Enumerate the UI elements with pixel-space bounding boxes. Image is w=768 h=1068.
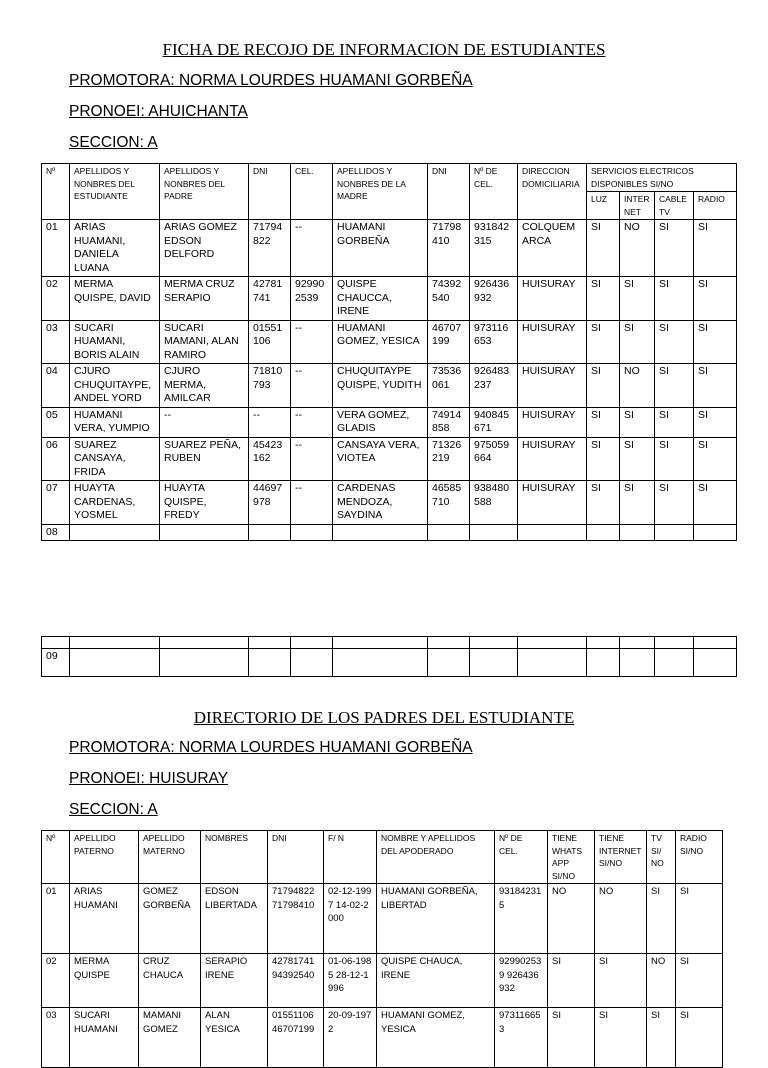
father-cel: -- <box>291 437 333 481</box>
form-title: FICHA DE RECOJO DE INFORMACION DE ESTUDIANTES <box>162 40 606 59</box>
father-cel: -- <box>291 220 333 277</box>
mother-dni: 46707199 <box>428 320 470 364</box>
mother-name <box>333 524 428 541</box>
student-info-table <box>41 163 737 541</box>
header-apoderado: NOMBRE Y APELLIDOS DEL APODERADO <box>377 831 495 884</box>
apellido-materno: MAMANI GOMEZ <box>139 1008 201 1068</box>
table-row <box>42 407 737 437</box>
father-dni: 45423162 <box>249 437 291 481</box>
internet-value <box>620 524 655 541</box>
header-nombres: NOMBRES <box>201 831 268 884</box>
student-name: HUAMANI VERA, YUMPIO <box>70 407 160 437</box>
student-name: HUAYTA CARDENAS, YOSMEL <box>70 481 160 525</box>
table-row <box>42 954 723 1008</box>
mother-name: CANSAYA VERA, VIOTEA <box>333 437 428 481</box>
table-row <box>42 277 737 321</box>
father-name: ARIAS GOMEZ EDSON DELFORD <box>160 220 249 277</box>
father-name: MERMA CRUZ SERAPIO <box>160 277 249 321</box>
table-row <box>42 481 737 525</box>
mother-cel <box>470 524 518 541</box>
row-number: 03 <box>42 320 70 364</box>
radio-value: SI <box>694 220 737 277</box>
mother-dni: 74914858 <box>428 407 470 437</box>
father-cel: -- <box>291 407 333 437</box>
mother-dni: 71798410 <box>428 220 470 277</box>
luz-value: SI <box>587 437 620 481</box>
student-name: SUCARI HUAMANI, BORIS ALAIN <box>70 320 160 364</box>
header-cel: CEL. <box>291 164 333 220</box>
apellido-materno: CRUZ CHAUCA <box>139 954 201 1008</box>
header-mother: APELLIDOS Y NONBRES DE LA MADRE <box>333 164 428 220</box>
header-father: APELLIDOS Y NONBRES DEL PADRE <box>160 164 249 220</box>
mother-cel: 940845671 <box>470 407 518 437</box>
fecha-nacimiento: 01-06-1985 28-12-1996 <box>324 954 377 1008</box>
luz-value: SI <box>587 277 620 321</box>
header-luz: LUZ <box>587 192 620 220</box>
row-number: 03 <box>42 1008 70 1068</box>
cel: 929902539 926436932 <box>495 954 548 1008</box>
luz-value <box>587 524 620 541</box>
promotora-heading: PROMOTORA: NORMA LOURDES HUAMANI GORBEÑA <box>69 72 473 89</box>
directory-title: DIRECTORIO DE LOS PADRES DEL ESTUDIANTE <box>193 708 575 727</box>
mother-dni: 46585710 <box>428 481 470 525</box>
apoderado: HUAMANI GOMEZ, YESICA <box>377 1008 495 1068</box>
pronoei-heading-2: PRONOEI: HUISURAY <box>69 770 229 787</box>
table-row <box>42 220 737 277</box>
father-dni: 44697978 <box>249 481 291 525</box>
cable-value: SI <box>655 220 694 277</box>
apellido-paterno: SUCARI HUAMANI <box>70 1008 139 1068</box>
header-servicios: SERVICIOS ELECTRICOS DISPONIBLES SI/NO <box>587 164 737 192</box>
whatsapp: NO <box>548 884 595 954</box>
mother-name: HUAMANI GOMEZ, YESICA <box>333 320 428 364</box>
father-dni: 71794822 <box>249 220 291 277</box>
whatsapp: SI <box>548 954 595 1008</box>
radio-value: SI <box>694 364 737 408</box>
header-apellido-paterno: APELLIDO PATERNO <box>70 831 139 884</box>
radio-value: SI <box>694 481 737 525</box>
address: HUISURAY <box>518 277 587 321</box>
mother-name: QUISPE CHAUCCA, IRENE <box>333 277 428 321</box>
promotora-heading-2: PROMOTORA: NORMA LOURDES HUAMANI GORBEÑA <box>69 739 473 756</box>
radio: SI <box>676 954 723 1008</box>
address: HUISURAY <box>518 437 587 481</box>
student-name: MERMA QUISPE, DAVID <box>70 277 160 321</box>
radio: SI <box>676 1008 723 1068</box>
student-info-table-continued <box>41 636 737 677</box>
internet-value: SI <box>620 437 655 481</box>
header-num: Nº <box>42 164 70 220</box>
row-number: 09 <box>42 649 70 677</box>
radio: SI <box>676 884 723 954</box>
radio-value <box>694 524 737 541</box>
radio-value: SI <box>694 407 737 437</box>
mother-name: CHUQUITAYPE QUISPE, YUDITH <box>333 364 428 408</box>
mother-cel: 926483237 <box>470 364 518 408</box>
dni: 01551106 46707199 <box>268 1008 324 1068</box>
internet: SI <box>595 954 647 1008</box>
radio-value: SI <box>694 277 737 321</box>
cable-value: SI <box>655 481 694 525</box>
student-name <box>70 524 160 541</box>
header-internet: TIENE INTERNET SI/NO <box>595 831 647 884</box>
internet: SI <box>595 1008 647 1068</box>
row-number: 02 <box>42 954 70 1008</box>
apellido-materno: GOMEZ GORBEÑA <box>139 884 201 954</box>
tv: SI <box>647 1008 676 1068</box>
internet-value: SI <box>620 481 655 525</box>
luz-value: SI <box>587 320 620 364</box>
header-dni-mother: DNI <box>428 164 470 220</box>
nombres: ALAN YESICA <box>201 1008 268 1068</box>
header-radio: RADIO SI/NO <box>676 831 723 884</box>
nombres: EDSON LIBERTADA <box>201 884 268 954</box>
mother-cel: 973116653 <box>470 320 518 364</box>
father-dni: 42781741 <box>249 277 291 321</box>
table-row <box>42 524 737 541</box>
dni: 71794822 71798410 <box>268 884 324 954</box>
internet-value: SI <box>620 407 655 437</box>
mother-dni <box>428 524 470 541</box>
internet: NO <box>595 884 647 954</box>
row-number: 04 <box>42 364 70 408</box>
mother-name: HUAMANI GORBEÑA <box>333 220 428 277</box>
father-name: SUAREZ PEÑA, RUBEN <box>160 437 249 481</box>
tv: NO <box>647 954 676 1008</box>
cel: 973116653 <box>495 1008 548 1068</box>
mother-cel: 938480588 <box>470 481 518 525</box>
header-dni: DNI <box>268 831 324 884</box>
father-dni <box>249 524 291 541</box>
radio-value: SI <box>694 320 737 364</box>
header-internet: INTER NET <box>620 192 655 220</box>
header-whatsapp: TIENE WHATS APP SI/NO <box>548 831 595 884</box>
mother-cel: 931842315 <box>470 220 518 277</box>
cel: 931842315 <box>495 884 548 954</box>
header-apellido-materno: APELLIDO MATERNO <box>139 831 201 884</box>
apoderado: QUISPE CHAUCA, IRENE <box>377 954 495 1008</box>
father-dni: 01551106 <box>249 320 291 364</box>
cable-value: SI <box>655 277 694 321</box>
row-number: 06 <box>42 437 70 481</box>
student-name: SUAREZ CANSAYA, FRIDA <box>70 437 160 481</box>
table-row <box>42 649 737 677</box>
father-dni: 71810793 <box>249 364 291 408</box>
internet-value: NO <box>620 364 655 408</box>
table-row <box>42 637 737 649</box>
apoderado: HUAMANI GORBEÑA, LIBERTAD <box>377 884 495 954</box>
address: HUISURAY <box>518 481 587 525</box>
father-name <box>160 524 249 541</box>
mother-cel: 926436932 <box>470 277 518 321</box>
apellido-paterno: MERMA QUISPE <box>70 954 139 1008</box>
mother-dni: 71326219 <box>428 437 470 481</box>
address: HUISURAY <box>518 320 587 364</box>
internet-value: SI <box>620 277 655 321</box>
cable-value: SI <box>655 320 694 364</box>
father-cel: -- <box>291 481 333 525</box>
cable-value <box>655 524 694 541</box>
table-row <box>42 364 737 408</box>
header-radio: RADIO <box>694 192 737 220</box>
mother-name: VERA GOMEZ, GLADIS <box>333 407 428 437</box>
father-cel: -- <box>291 320 333 364</box>
mother-dni: 74392540 <box>428 277 470 321</box>
header-tv: TV SI/ NO <box>647 831 676 884</box>
header-direccion: DIRECCION DOMICILIARIA <box>518 164 587 220</box>
father-name: -- <box>160 407 249 437</box>
row-number: 05 <box>42 407 70 437</box>
fecha-nacimiento: 20-09-1972 <box>324 1008 377 1068</box>
luz-value: SI <box>587 481 620 525</box>
cable-value: SI <box>655 407 694 437</box>
row-number: 01 <box>42 884 70 954</box>
cable-value: SI <box>655 364 694 408</box>
row-number: 08 <box>42 524 70 541</box>
student-name: ARIAS HUAMANI, DANIELA LUANA <box>70 220 160 277</box>
address <box>518 524 587 541</box>
mother-cel: 975059664 <box>470 437 518 481</box>
table-row <box>42 1008 723 1068</box>
header-num: Nº <box>42 831 70 884</box>
header-cable: CABLE TV <box>655 192 694 220</box>
address: HUISURAY <box>518 364 587 408</box>
header-cel-mother: Nº DE CEL. <box>470 164 518 220</box>
row-number: 01 <box>42 220 70 277</box>
header-fn: F/ N <box>324 831 377 884</box>
mother-dni: 73536061 <box>428 364 470 408</box>
apellido-paterno: ARIAS HUAMANI <box>70 884 139 954</box>
row-number: 07 <box>42 481 70 525</box>
father-name: CJURO MERMA, AMILCAR <box>160 364 249 408</box>
seccion-heading-2: SECCION: A <box>69 801 158 818</box>
cable-value: SI <box>655 437 694 481</box>
header-cel: Nº DE CEL. <box>495 831 548 884</box>
pronoei-heading: PRONOEI: AHUICHANTA <box>69 103 248 120</box>
header-student: APELLIDOS Y NONBRES DEL ESTUDIANTE <box>70 164 160 220</box>
student-name: CJURO CHUQUITAYPE, ANDEL YORD <box>70 364 160 408</box>
fecha-nacimiento: 02-12-1997 14-02-2000 <box>324 884 377 954</box>
radio-value: SI <box>694 437 737 481</box>
father-name: SUCARI MAMANI, ALAN RAMIRO <box>160 320 249 364</box>
address: HUISURAY <box>518 407 587 437</box>
father-dni: -- <box>249 407 291 437</box>
internet-value: SI <box>620 320 655 364</box>
father-name: HUAYTA QUISPE, FREDY <box>160 481 249 525</box>
table-row <box>42 320 737 364</box>
table-row <box>42 437 737 481</box>
tv: SI <box>647 884 676 954</box>
father-cel: -- <box>291 364 333 408</box>
internet-value: NO <box>620 220 655 277</box>
table-row <box>42 884 723 954</box>
luz-value: SI <box>587 407 620 437</box>
seccion-heading: SECCION: A <box>69 134 158 151</box>
header-dni: DNI <box>249 164 291 220</box>
father-cel: 929902539 <box>291 277 333 321</box>
whatsapp: SI <box>548 1008 595 1068</box>
dni: 42781741 94392540 <box>268 954 324 1008</box>
mother-name: CARDENAS MENDOZA, SAYDINA <box>333 481 428 525</box>
nombres: SERAPIO IRENE <box>201 954 268 1008</box>
parents-directory-table <box>41 830 723 1068</box>
father-cel <box>291 524 333 541</box>
row-number: 02 <box>42 277 70 321</box>
luz-value: SI <box>587 364 620 408</box>
luz-value: SI <box>587 220 620 277</box>
address: COLQUEMARCA <box>518 220 587 277</box>
